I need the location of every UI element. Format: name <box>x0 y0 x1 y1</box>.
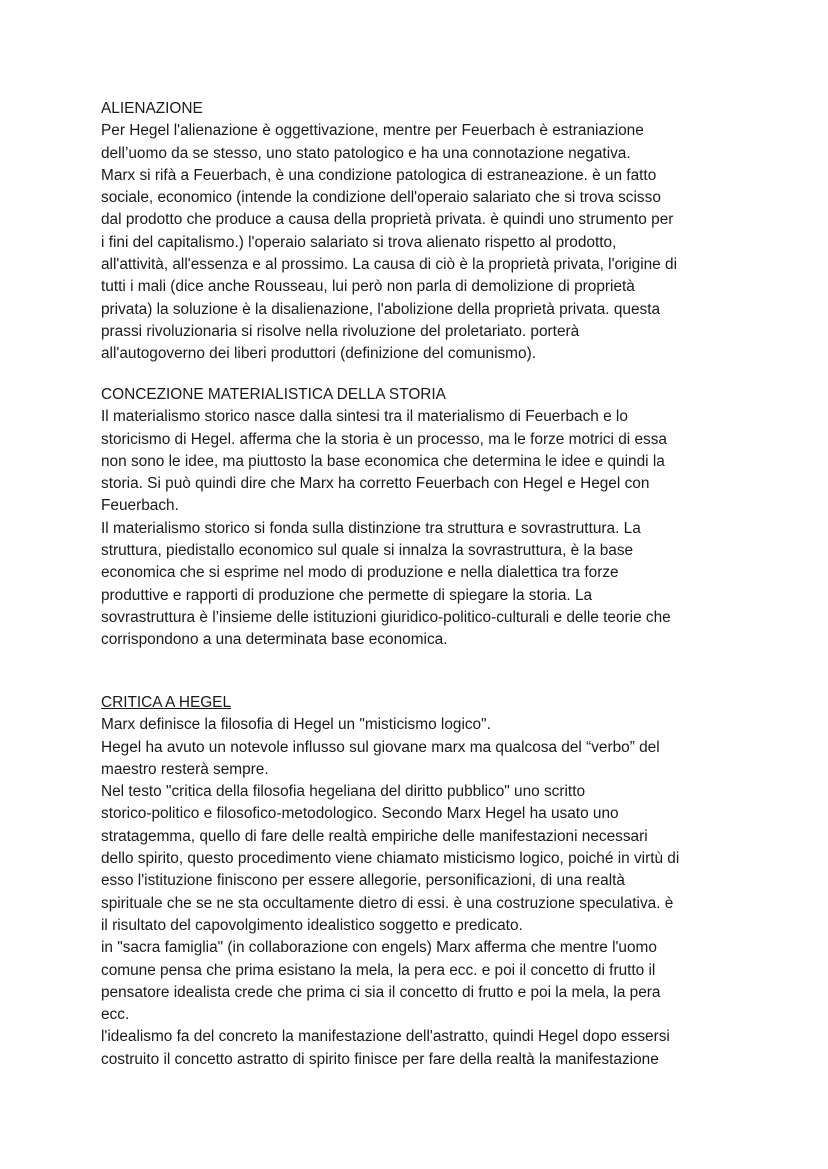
paragraph-line: i fini del capitalismo.) l'operaio salariato si trova alienato rispetto al prodotto, <box>101 233 617 251</box>
paragraph-line: dello spirito, questo procedimento viene chiamato misticismo logico, poiché in virtù di <box>101 850 680 868</box>
paragraph-line: economica che si esprime nel modo di produzione e nella dialettica tra forze <box>101 564 619 582</box>
paragraph-line: Il materialismo storico si fonda sulla distinzione tra struttura e sovrastruttura. La <box>101 519 641 537</box>
paragraph-line: comune pensa che prima esistano la mela, la pera ecc. e poi il concetto di frutto il <box>101 961 656 979</box>
paragraph-line: all'autogoverno dei liberi produttori (definizione del comunismo). <box>101 345 536 363</box>
paragraph-line: produttive e rapporti di produzione che permette di spiegare la storia. La <box>101 586 593 604</box>
paragraph-line: ecc. <box>101 1006 130 1024</box>
paragraph-line: struttura, piedistallo economico sul quale si innalza la sovrastruttura, è la base <box>101 542 634 560</box>
paragraph-line: Nel testo "critica della filosofia hegeliana del diritto pubblico" uno scritto <box>101 783 586 801</box>
section-alienazione <box>101 98 741 366</box>
paragraph-line: in "sacra famiglia" (in collaborazione con engels) Marx afferma che mentre l'uomo <box>101 939 657 957</box>
paragraph-line: non sono le idee, ma piuttosto la base economica che determina le idee e quindi la <box>101 452 665 470</box>
paragraph-line: Il materialismo storico nasce dalla sintesi tra il materialismo di Feuerbach e lo <box>101 408 628 426</box>
paragraph-line: maestro resterà sempre. <box>101 760 269 778</box>
paragraph-line: costruito il concetto astratto di spirito finisce per fare della realtà la manifestazione <box>101 1050 659 1068</box>
paragraph-line: esso l'istituzione finiscono per essere allegorie, personificazioni, di una realtà <box>101 872 625 890</box>
paragraph-line: prassi rivoluzionaria si risolve nella rivoluzione del proletariato. porterà <box>101 322 580 340</box>
paragraph-line: tutti i mali (dice anche Rousseau, lui però non parla di demolizione di proprietà <box>101 278 635 296</box>
paragraph-line: stratagemma, quello di fare delle realtà empiriche delle manifestazioni necessari <box>101 827 648 845</box>
paragraph-line: all'attività, all'essenza e al prossimo. La causa di ciò è la proprietà privata, l'origine di <box>101 256 677 274</box>
paragraph-line: Marx si rifà a Feuerbach, è una condizione patologica di estraneazione. è un fatto <box>101 166 657 184</box>
section-heading: ALIENAZIONE <box>101 100 203 117</box>
paragraph-line: dell’uomo da se stesso, uno stato patologico e ha una connotazione negativa. <box>101 144 631 162</box>
paragraph-line: spirituale che se ne sta occultamente dietro di essi. è una costruzione speculativa. è <box>101 894 674 912</box>
paragraph-line: storia. Si può quindi dire che Marx ha corretto Feuerbach con Hegel e Hegel con <box>101 475 650 493</box>
paragraph-line: Per Hegel l'alienazione è oggettivazione, mentre per Feuerbach è estraniazione <box>101 122 644 140</box>
paragraph-line: dal prodotto che produce a causa della proprietà privata. è quindi uno strumento per <box>101 211 674 229</box>
section-critica-a-hegel <box>101 692 741 1071</box>
paragraph-line: Feuerbach. <box>101 497 179 515</box>
paragraph-line: corrispondono a una determinata base economica. <box>101 631 448 649</box>
paragraph-line: sociale, economico (intende la condizione dell'operaio salariato che si trova scisso <box>101 189 661 207</box>
paragraph-line: il risultato del capovolgimento idealistico soggetto e predicato. <box>101 916 523 934</box>
paragraph-line: Marx definisce la filosofia di Hegel un "misticismo logico". <box>101 716 491 734</box>
section-heading: CONCEZIONE MATERIALISTICA DELLA STORIA <box>101 386 446 403</box>
paragraph-line: pensatore idealista crede che prima ci sia il concetto di frutto e poi la mela, la pera <box>101 983 661 1001</box>
paragraph-line: storicismo di Hegel. afferma che la storia è un processo, ma le forze motrici di essa <box>101 430 667 448</box>
paragraph-line: Hegel ha avuto un notevole influsso sul giovane marx ma qualcosa del “verbo” del <box>101 738 660 756</box>
section-concezione-materialistica <box>101 384 741 652</box>
paragraph-line: privata) la soluzione è la disalienazione, l'abolizione della proprietà privata. questa <box>101 300 661 318</box>
section-heading: CRITICA A HEGEL <box>101 694 232 711</box>
paragraph-line: l'idealismo fa del concreto la manifestazione dell'astratto, quindi Hegel dopo essersi <box>101 1028 670 1046</box>
paragraph-line: storico-politico e filosofico-metodologico. Secondo Marx Hegel ha usato uno <box>101 805 619 823</box>
paragraph-line: sovrastruttura è l’insieme delle istituzioni giuridico-politico-culturali e delle teorie che <box>101 608 671 626</box>
